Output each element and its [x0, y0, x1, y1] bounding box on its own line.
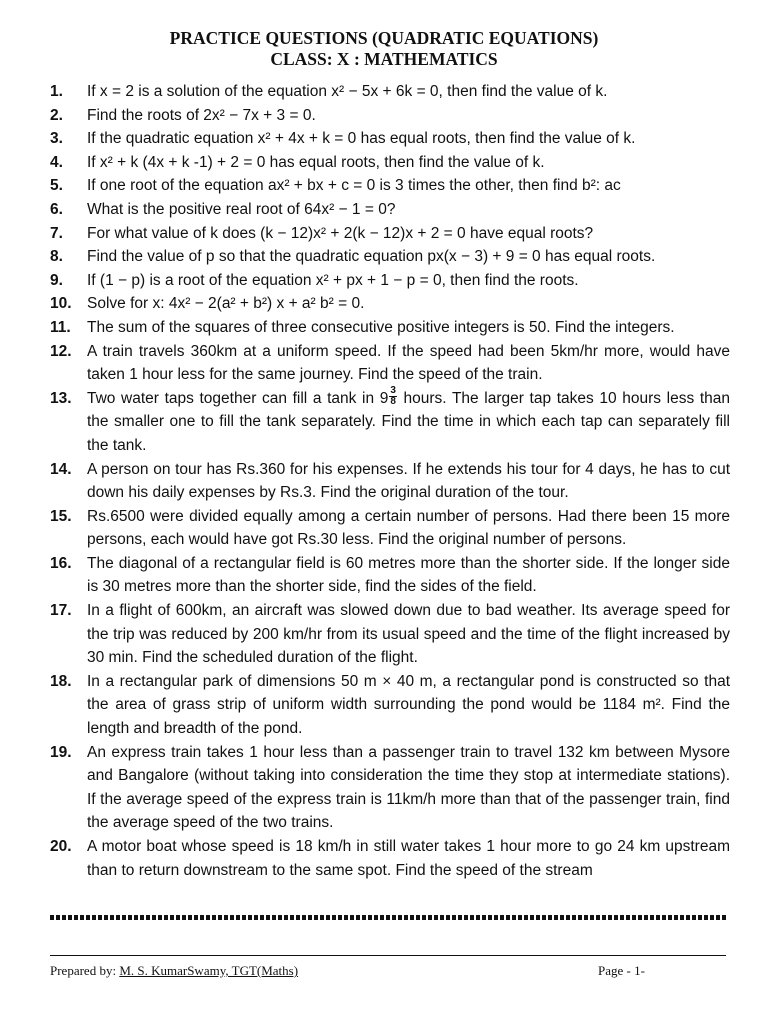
question-text: The diagonal of a rectangular field is 60 metres more than the shorter side. If the longer side is 30 metres more than the shorter side, find the sides of the field.	[87, 554, 730, 596]
question-list	[50, 80, 730, 882]
question-text: What is the positive real root of 64x² − 1 = 0?	[87, 200, 396, 218]
question-number: 13.	[50, 389, 72, 407]
question-item	[50, 245, 730, 269]
question-item	[50, 151, 730, 175]
question-number: 7.	[50, 224, 63, 242]
question-item	[50, 127, 730, 151]
fraction-numerator: 3	[390, 385, 396, 397]
question-number: 4.	[50, 153, 63, 171]
question-item	[50, 222, 730, 246]
footer-prepared-label: Prepared by:	[50, 963, 120, 978]
question-text: If (1 − p) is a root of the equation x² + px + 1 − p = 0, then find the roots.	[87, 271, 579, 289]
question-item	[50, 80, 730, 104]
question-item	[50, 670, 730, 741]
question-text: The sum of the squares of three consecutive positive integers is 50. Find the integers.	[87, 318, 675, 336]
page-subtitle: CLASS: X : MATHEMATICS	[270, 49, 498, 69]
question-text: In a rectangular park of dimensions 50 m × 40 m, a rectangular pond is constructed so that the area of grass strip of uniform width surrounding the pond would be 1184 m². Find the length and breadth of the pond.	[87, 672, 730, 738]
dotted-separator	[50, 915, 726, 920]
question-item	[50, 599, 730, 670]
question-number: 18.	[50, 672, 72, 690]
question-text: Find the value of p so that the quadratic equation px(x − 3) + 9 = 0 has equal roots.	[87, 248, 656, 266]
question-text-after: hours. The larger tap takes 10 hours less than the smaller one to fill the tank separately. Find the time in which each tap can separately fill the tank.	[87, 389, 730, 454]
question-item	[50, 316, 730, 340]
question-text: A train travels 360km at a uniform speed. If the speed had been 5km/hr more, would have taken 1 hour less for the same journey. Find the speed of the train.	[87, 342, 730, 384]
question-number: 9.	[50, 271, 63, 289]
question-number: 15.	[50, 507, 72, 525]
question-item	[50, 505, 730, 552]
question-number: 8.	[50, 248, 63, 266]
question-number: 14.	[50, 460, 72, 478]
question-number: 6.	[50, 200, 63, 218]
question-number: 2.	[50, 106, 63, 124]
footer-credit	[50, 963, 298, 979]
question-number: 1.	[50, 83, 63, 100]
question-number: 17.	[50, 602, 72, 620]
question-text: Solve for x: 4x² − 2(a² + b²) x + a² b² = 0.	[87, 295, 365, 313]
question-item	[50, 174, 730, 198]
question-text: Find the roots of 2x² − 7x + 3 = 0.	[87, 106, 316, 124]
question-text	[87, 387, 730, 458]
question-item	[50, 387, 730, 458]
question-number: 5.	[50, 177, 63, 195]
question-number: 19.	[50, 743, 72, 761]
question-text: If the quadratic equation x² + 4x + k = 0 has equal roots, then find the value of k.	[87, 130, 636, 148]
question-number: 20.	[50, 838, 72, 855]
question-text: In a flight of 600km, an aircraft was slowed down due to bad weather. Its average speed for the trip was reduced by 200 km/hr from its usual speed and the time of the flight increased by 30 min. Find the scheduled duration of the flight.	[87, 602, 730, 667]
footer-rule	[50, 955, 726, 956]
question-text: A motor boat whose speed is 18 km/h in still water takes 1 hour more to go 24 km upstream than to return downstream to the same spot. Find the speed of the stream	[87, 838, 730, 879]
question-number: 12.	[50, 342, 72, 360]
question-text: If x = 2 is a solution of the equation x² − 5x + 6k = 0, then find the value of k.	[87, 83, 608, 100]
question-number: 16.	[50, 554, 72, 572]
question-number: 10.	[50, 295, 72, 313]
question-text: For what value of k does (k − 12)x² + 2(k − 12)x + 2 = 0 have equal roots?	[87, 224, 594, 242]
question-number: 11.	[50, 318, 71, 336]
question-number: 3.	[50, 130, 63, 148]
question-item	[50, 458, 730, 505]
fraction-denominator: 8	[390, 396, 396, 408]
question-item	[50, 269, 730, 293]
question-text-before: Two water taps together can fill a tank in 9	[87, 389, 389, 407]
question-item	[50, 104, 730, 128]
question-item	[50, 835, 730, 882]
question-text: If x² + k (4x + k -1) + 2 = 0 has equal roots, then find the value of k.	[87, 153, 545, 171]
page-number: Page - 1-	[598, 963, 645, 978]
question-text: Rs.6500 were divided equally among a certain number of persons. Had there been 15 more persons, each would have got Rs.30 less. Find the original number of persons.	[87, 507, 730, 549]
question-item	[50, 198, 730, 222]
question-item	[50, 552, 730, 599]
question-text: An express train takes 1 hour less than a passenger train to travel 132 km between Mysore and Bangalore (without taking into consideration the time they stop at intermediate stations). If the average speed of the express train is 11km/h more than that of the passenger train, find the average speed of the two trains.	[87, 743, 730, 832]
question-item	[50, 741, 730, 835]
footer-author: M. S. KumarSwamy, TGT(Maths)	[119, 963, 299, 978]
fraction	[389, 386, 397, 407]
question-text: If one root of the equation ax² + bx + c = 0 is 3 times the other, then find b²: ac	[87, 177, 621, 195]
question-text: A person on tour has Rs.360 for his expenses. If he extends his tour for 4 days, he has to cut down his daily expenses by Rs.3. Find the original duration of the tour.	[87, 460, 730, 502]
page-title: PRACTICE QUESTIONS (QUADRATIC EQUATIONS)	[169, 28, 599, 48]
question-item	[50, 340, 730, 387]
question-item	[50, 292, 730, 316]
